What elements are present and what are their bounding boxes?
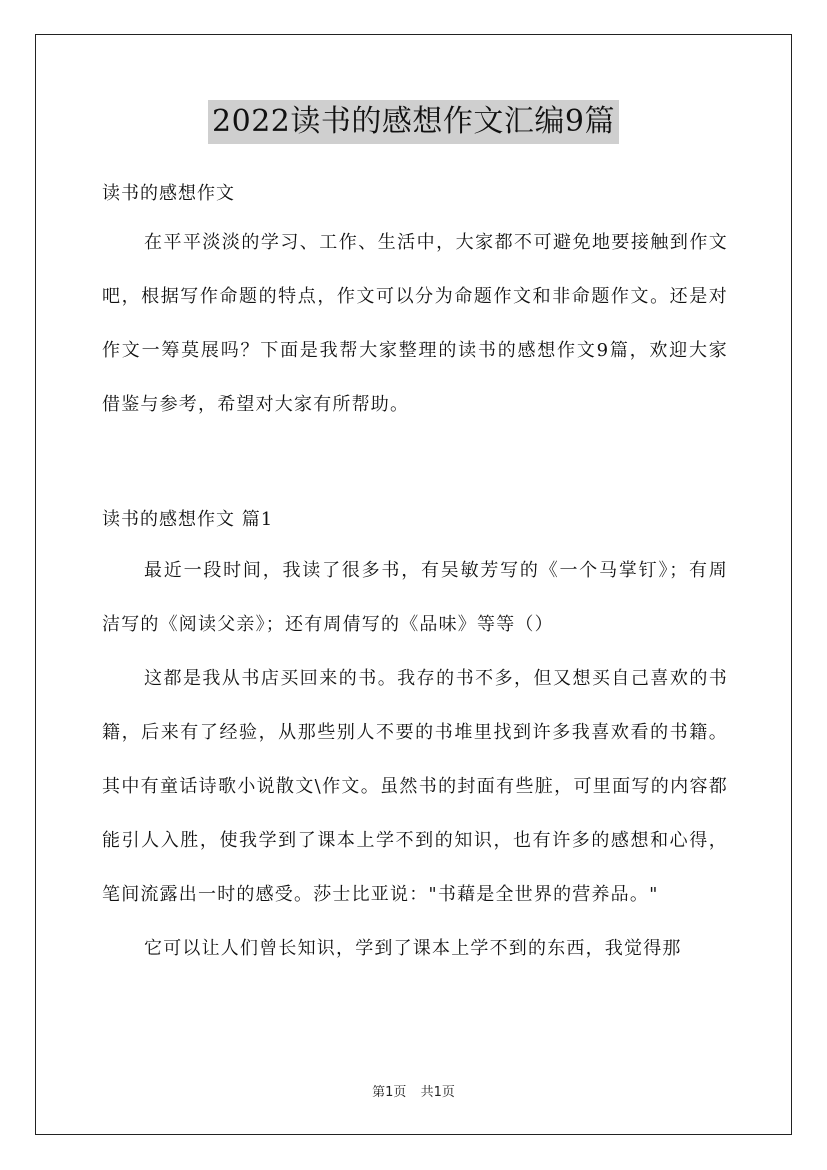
intro-paragraph: 在平平淡淡的学习、工作、生活中，大家都不可避免地要接触到作文吧，根据写作命题的特点，作文可以分为命题作文和非命题作文。还是对作文一筹莫展吗？下面是我帮大家整理的读书的感想作文9篇，欢迎大家借鉴与参考，希望对大家有所帮助。 [102,232,728,415]
title-container [0,100,827,144]
body-paragraph-2: 这都是我从书店买回来的书。我存的书不多，但又想买自己喜欢的书籍，后来有了经验，从那些别人不要的书堆里找到许多我喜欢看的书籍。其中有童话诗歌小说散文\作文。虽然书的封面有些脏，可里面写的内容都能引人入胜，使我学到了课本上学不到的知识，也有许多的感想和心得，笔间流露出一时的感受。莎士比亚说："书藉是全世界的营养品。" [102,668,728,905]
page-number: 第1页 [372,1085,407,1100]
intro-heading: 读书的感想作文 [102,183,235,204]
body-paragraph-3: 它可以让人们曾长知识，学到了课本上学不到的东西，我觉得那 [144,938,682,959]
page-total: 共1页 [420,1085,455,1100]
page-footer [0,1084,827,1102]
section-spacer [102,432,728,496]
section-heading: 读书的感想作文 篇1 [102,509,274,530]
document-body [102,172,728,976]
document-title: 2022读书的感想作文汇编9篇 [208,100,619,144]
body-paragraph-1: 最近一段时间，我读了很多书，有吴敏芳写的《一个马掌钉》；有周洁写的《阅读父亲》；还有周倩写的《品味》等等（） [102,560,728,635]
